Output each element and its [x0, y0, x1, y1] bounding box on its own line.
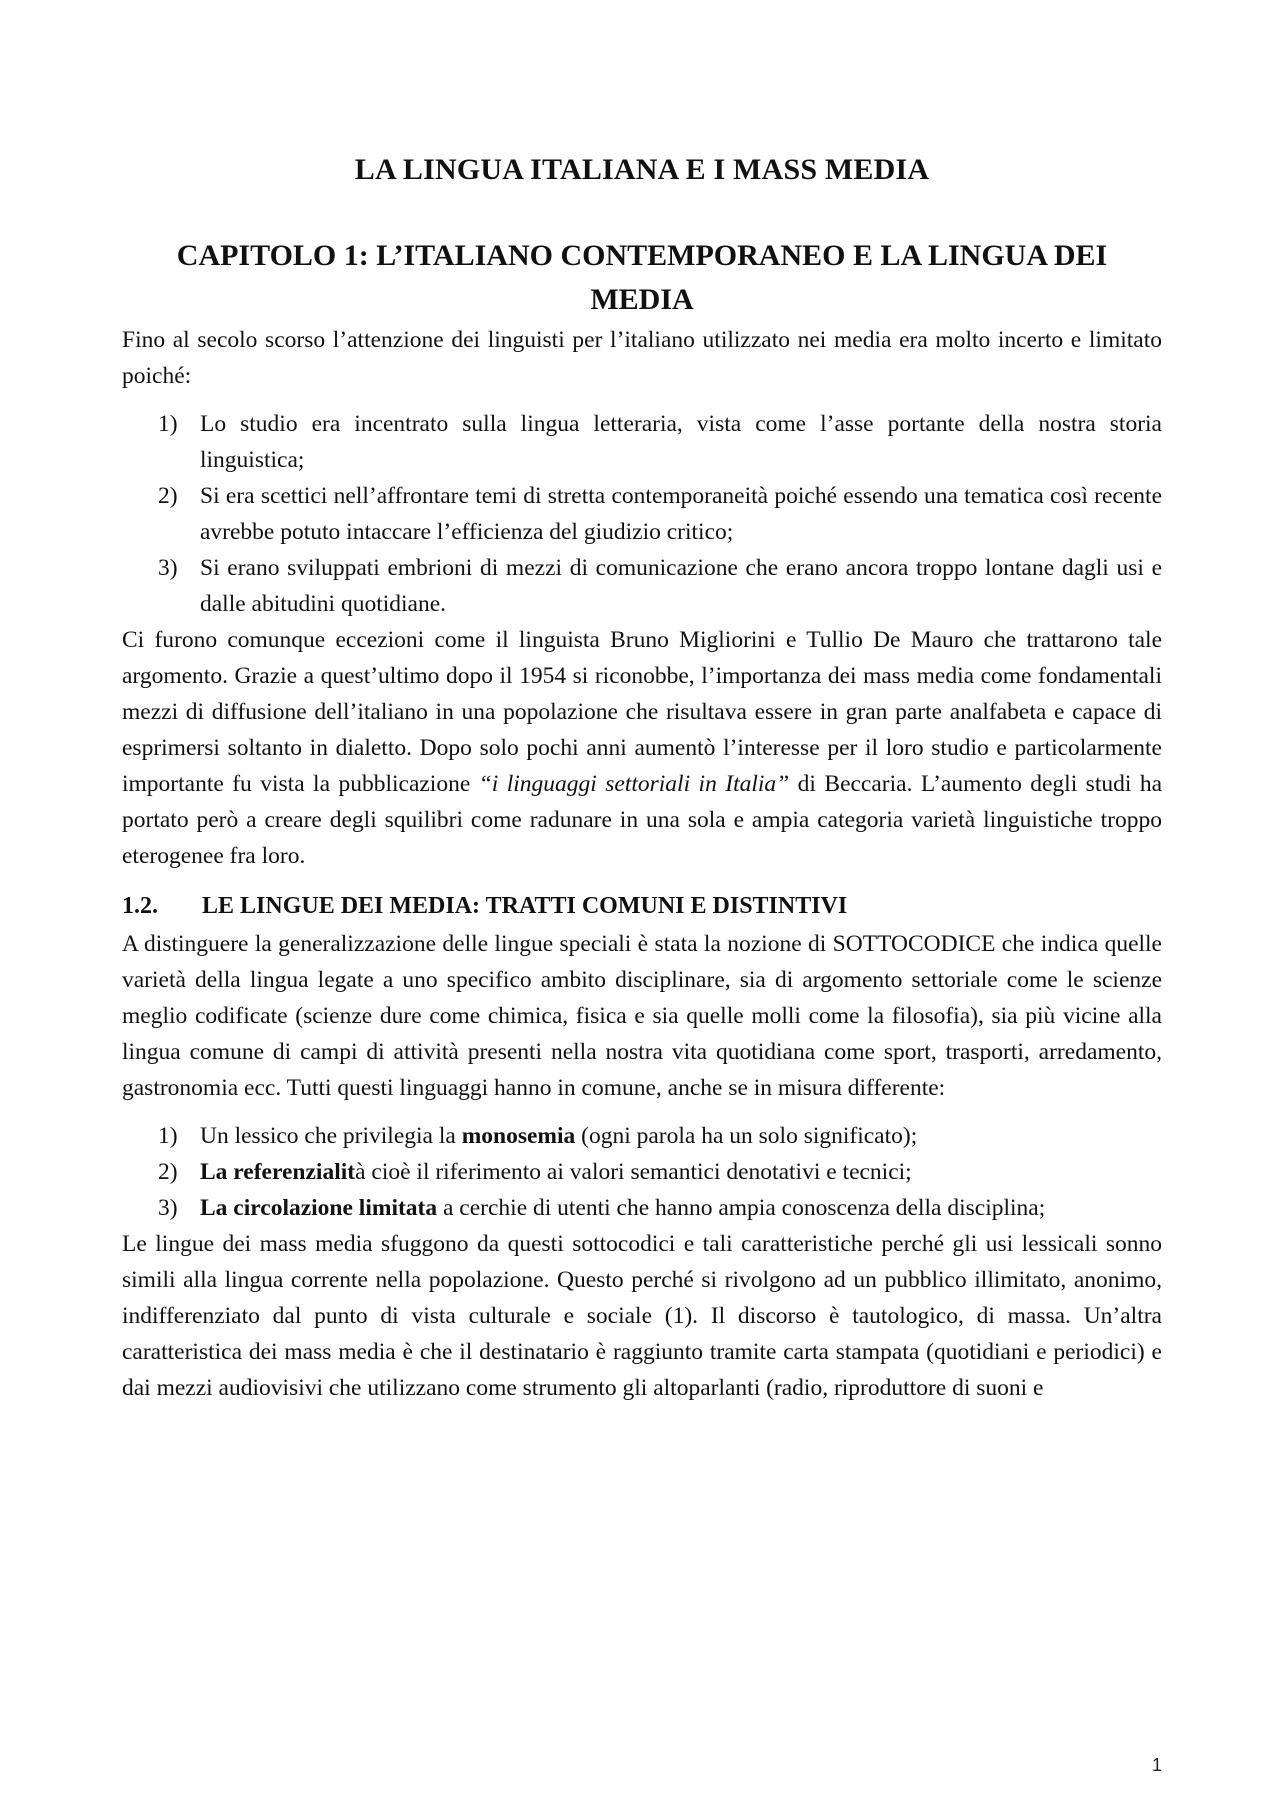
publication-title: “i linguaggi settoriali in Italia”: [478, 771, 790, 797]
document-title: LA LINGUA ITALIANA E I MASS MEDIA: [354, 153, 930, 186]
list-item-number: 3): [158, 555, 178, 581]
list-item: [122, 1154, 1162, 1190]
list-item: [122, 406, 1162, 478]
list-item-bold: monosemia: [461, 1123, 576, 1149]
section-heading: [122, 886, 1162, 926]
list-item-pre: Un lessico che privilegia la: [200, 1123, 462, 1149]
page-number: 1: [1151, 1755, 1162, 1775]
list-item-text: Lo studio era incentrato sulla lingua letteraria, vista come l’asse portante della nostra storia linguistica;: [200, 411, 1162, 473]
history-text-part2: di Beccaria. L’aumento degli studi ha portato però a creare degli squilibri come radunare in una sola e ampia categoria varietà linguistiche troppo eterogenee fra loro.: [122, 771, 1162, 869]
list-item-bold: La referenzialit: [200, 1159, 356, 1185]
history-paragraph: [122, 622, 1162, 874]
list-item: [122, 478, 1162, 550]
page-content: [122, 148, 1162, 1406]
list-item-number: 2): [158, 1159, 178, 1185]
list-item-number: 2): [158, 483, 178, 509]
chapter-title: CAPITOLO 1: L’ITALIANO CONTEMPORANEO E LA LINGUA DEI MEDIA: [176, 239, 1108, 316]
list-item: [122, 550, 1162, 622]
list-item: [122, 1190, 1162, 1226]
list-item-number: 1): [158, 1123, 178, 1149]
intro-paragraph: Fino al secolo scorso l’attenzione dei linguisti per l’italiano utilizzato nei media era molto incerto e limitato poiché:: [122, 327, 1162, 389]
list-item-post: à cioè il riferimento ai valori semantici denotativi e tecnici;: [355, 1159, 912, 1185]
features-list: [122, 1118, 1162, 1226]
list-item: [122, 1118, 1162, 1154]
list-item-text: Si era scettici nell’affrontare temi di stretta contemporaneità poiché essendo una tematica così recente avrebbe potuto intaccare l’efficienza del giudizio critico;: [200, 483, 1162, 545]
media-paragraph: Le lingue dei mass media sfuggono da questi sottocodici e tali caratteristiche perché gli usi lessicali sonno simili alla lingua corrente nella popolazione. Questo perché si rivolgono ad un pubblico illimitato, anonimo, indifferenziato dal punto di vista culturale e sociale (1). Il discorso è tautologico, di massa. Un’altra caratteristica dei mass media è che il destinatario è raggiunto tramite carta stampata (quotidiani e periodici) e dai mezzi audiovisivi che utilizzano come strumento gli altoparlanti (radio, riproduttore di suoni e: [122, 1231, 1162, 1401]
list-item-text: Si erano sviluppati embrioni di mezzi di comunicazione che erano ancora troppo lontane dagli usi e dalle abitudini quotidiane.: [200, 555, 1162, 617]
list-item-post: a cerchie di utenti che hanno ampia conoscenza della disciplina;: [437, 1195, 1046, 1221]
list-item-number: 3): [158, 1195, 178, 1221]
history-text-part1: Ci furono comunque eccezioni come il linguista Bruno Migliorini e Tullio De Mauro che trattarono tale argomento. Grazie a quest’ultimo dopo il 1954 si riconobbe, l’importanza dei mass media come fondamentali mezzi di diffusione dell’italiano in una popolazione che risultava essere in gran parte analfabeta e capace di esprimersi soltanto in dialetto. Dopo solo pochi anni aumentò l’interesse per il loro studio e particolarmente importante fu vista la pubblicazione: [122, 627, 1162, 797]
list-item-bold: La circolazione limitata: [200, 1195, 438, 1221]
list-item-number: 1): [158, 411, 178, 437]
reasons-list: [122, 406, 1162, 622]
section-number: 1.2.: [122, 893, 158, 919]
section-title: LE LINGUE DEI MEDIA: TRATTI COMUNI E DISTINTIVI: [202, 893, 848, 919]
list-item-post: (ogni parola ha un solo significato);: [575, 1123, 918, 1149]
subcode-paragraph: A distinguere la generalizzazione delle lingue speciali è stata la nozione di SOTTOCODICE che indica quelle varietà della lingua legate a uno specifico ambito disciplinare, sia di argomento settoriale come le scienze meglio codificate (scienze dure come chimica, fisica e sia quelle molli come la filosofia), sia più vicine alla lingua comune di campi di attività presenti nella nostra vita quotidiana come sport, trasporti, arredamento, gastronomia ecc. Tutti questi linguaggi hanno in comune, anche se in misura differente:: [122, 931, 1162, 1101]
